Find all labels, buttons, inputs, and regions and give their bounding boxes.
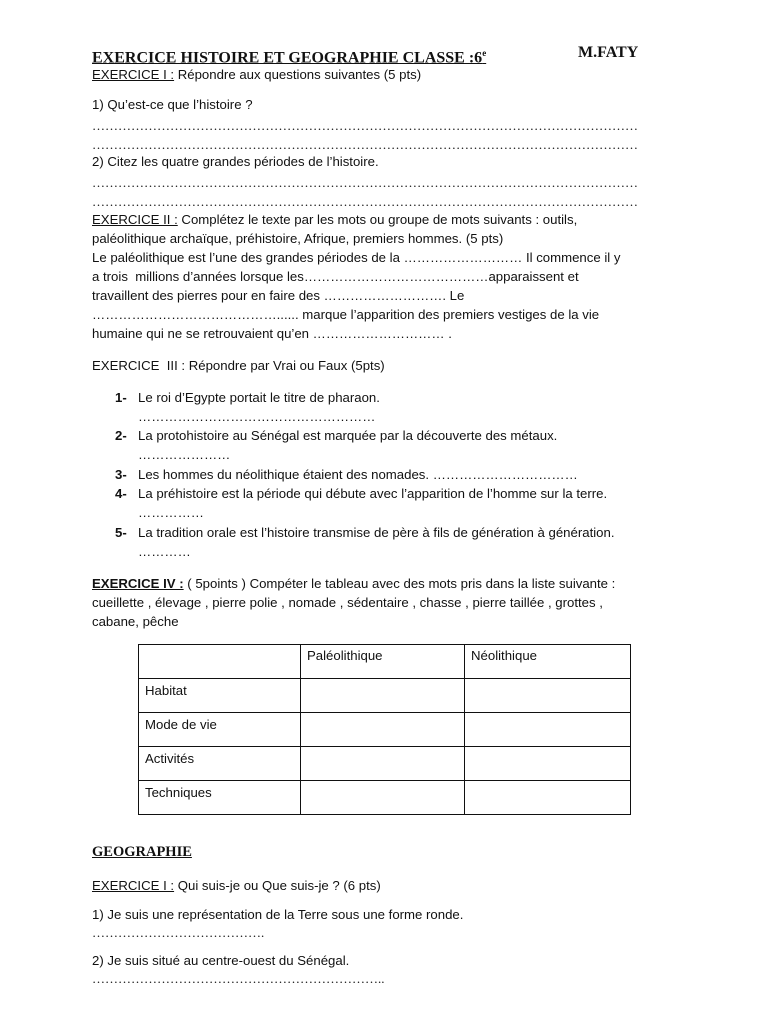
answer-cell[interactable] — [465, 679, 631, 713]
answer-line: ……………………………………………… — [138, 409, 376, 424]
ex3-heading: EXERCICE III : Répondre par Vrai ou Faux (5pts) — [92, 358, 385, 373]
answer-cell[interactable] — [301, 679, 465, 713]
table-header-cell: Néolithique — [465, 645, 631, 679]
true-false-statement: La tradition orale est l’histoire transmise de père à fils de génération à génération. — [138, 525, 615, 540]
ex2-text-line: ……………………………………...... marque l’apparition des premiers vestiges de la vie — [92, 307, 600, 322]
table-header-cell — [139, 645, 301, 679]
answer-line: ……………………………………………………………………………………………………………… — [92, 137, 638, 152]
answer-line: ……………………………………………………………………………………………………………… — [92, 118, 638, 133]
row-label: Activités — [139, 747, 301, 781]
ex2-text-line: humaine qui ne se retrouvaient qu’en ………………………… . — [92, 326, 452, 341]
answer-line: ………… — [138, 544, 191, 559]
answer-line: ……………………………………………………………………………………………………………… — [92, 194, 638, 209]
answer-line: ………………………………………………………….. — [92, 971, 385, 986]
true-false-statement: La préhistoire est la période qui débute avec l’apparition de l’homme sur la terre. — [138, 486, 608, 501]
table-row — [139, 781, 631, 815]
answer-cell[interactable] — [301, 713, 465, 747]
geographie-title: GEOGRAPHIE — [92, 844, 192, 860]
item-number: 3- — [115, 467, 127, 482]
table-row — [139, 679, 631, 713]
geo-question-1: 1) Je suis une représentation de la Terre sous une forme ronde. — [92, 907, 464, 922]
true-false-statement: Les hommes du néolithique étaient des nomades. …………………………… — [138, 467, 578, 482]
answer-line: ……………………………………………………………………………………………………………… — [92, 175, 638, 190]
ex2-text-line: Le paléolithique est l’une des grandes périodes de la ……………………… Il commence il y — [92, 250, 621, 265]
table-row — [139, 747, 631, 781]
table-header-row — [139, 645, 631, 679]
item-number: 5- — [115, 525, 127, 540]
question-1: 1) Qu’est-ce que l’histoire ? — [92, 97, 253, 112]
answer-cell[interactable] — [465, 747, 631, 781]
worksheet-title: EXERCICE HISTOIRE ET GEOGRAPHIE CLASSE :6e — [92, 48, 487, 67]
table-row — [139, 713, 631, 747]
row-label: Mode de vie — [139, 713, 301, 747]
ex2-text-line: a trois millions d’années lorsque les……………………………………apparaissent et — [92, 269, 579, 284]
answer-line: …………… — [138, 505, 204, 520]
ex1-heading: EXERCICE I : Répondre aux questions suivantes (5 pts) — [92, 67, 422, 82]
ex2-heading: EXERCICE II : Complétez le texte par les mots ou groupe de mots suivants : outils, — [92, 212, 578, 227]
true-false-statement: Le roi d’Egypte portait le titre de pharaon. — [138, 390, 380, 405]
item-number: 1- — [115, 390, 127, 405]
answer-cell[interactable] — [301, 747, 465, 781]
item-number: 2- — [115, 428, 127, 443]
answer-line: ………………… — [138, 447, 231, 462]
row-label: Habitat — [139, 679, 301, 713]
ex2-text-line: travaillent des pierres pour en faire des ………………………. Le — [92, 288, 465, 303]
ex4-heading: EXERCICE IV : ( 5points ) Compéter le tableau avec des mots pris dans la liste suivante : — [92, 576, 616, 591]
geo-ex1-heading: EXERCICE I : Qui suis-je ou Que suis-je ? (6 pts) — [92, 878, 381, 893]
row-label: Techniques — [139, 781, 301, 815]
author-name: M.FATY — [578, 44, 639, 61]
table-header-cell: Paléolithique — [301, 645, 465, 679]
question-2: 2) Citez les quatre grandes périodes de l’histoire. — [92, 154, 379, 169]
answer-cell[interactable] — [465, 781, 631, 815]
geo-question-2: 2) Je suis situé au centre-ouest du Sénégal. — [92, 953, 350, 968]
answer-line: …………………………………. — [92, 925, 265, 940]
periods-table — [138, 644, 631, 815]
ex4-word-list: cueillette , élevage , pierre polie , nomade , sédentaire , chasse , pierre taillée , grottes , — [92, 595, 603, 610]
answer-cell[interactable] — [301, 781, 465, 815]
true-false-statement: La protohistoire au Sénégal est marquée par la découverte des métaux. — [138, 428, 558, 443]
ex4-word-list: cabane, pêche — [92, 614, 179, 629]
item-number: 4- — [115, 486, 127, 501]
ex2-text-line: paléolithique archaïque, préhistoire, Afrique, premiers hommes. (5 pts) — [92, 231, 504, 246]
answer-cell[interactable] — [465, 713, 631, 747]
